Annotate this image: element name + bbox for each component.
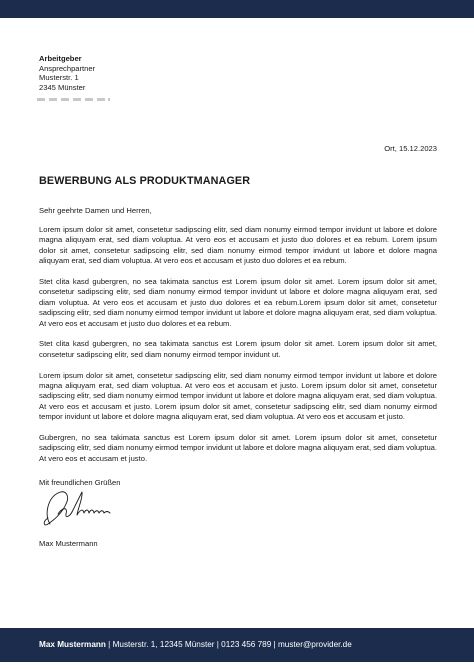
letter-date: Ort, 15.12.2023 <box>384 144 437 153</box>
address-divider <box>37 98 111 102</box>
recipient-street: Musterstr. 1 <box>39 73 79 83</box>
header-accent-bar <box>0 0 474 18</box>
recipient-company: Arbeitgeber <box>39 54 82 63</box>
body-paragraph: Stet clita kasd gubergren, no sea takimata sanctus est Lorem ipsum dolor sit amet. Lorem ipsum dolor sit amet, consetetur sadipscing elitr, sed diam nonumy eirmod tempor invidunt ut labore et dolore magna aliquyam erat, sed diam voluptua. At vero eos et accusam et justo duo dolores et ea rebum.Lorem ipsum dolor sit amet, consetetur sadipscing elitr, sed diam nonumy eirmod tempor invidunt ut labore et dolore magna aliquyam erat, sed diam voluptua. At vero eos et accusam et justo duo dolores et ea rebum. <box>39 277 437 328</box>
body-paragraph: Lorem ipsum dolor sit amet, consetetur sadipscing elitr, sed diam nonumy eirmod tempor invidunt ut labore et dolore magna aliquyam erat, sed diam voluptua. At vero eos et accusam et justo duo dolores et ea rebum. Lorem ipsum dolor sit amet, consetetur sadipscing elitr, sed diam nonumy eirmod tempor invidunt ut labore et dolore magna aliquyam erat, sed diam voluptua. At vero eos et accusam et justo duo dolores et ea rebum. <box>39 225 437 266</box>
recipient-address <box>39 54 95 92</box>
footer-details: | Musterstr. 1, 12345 Münster | 0123 456 789 | muster@provider.de <box>105 640 352 649</box>
footer-name: Max Mustermann <box>39 640 106 649</box>
body-paragraph: Stet clita kasd gubergren, no sea takimata sanctus est Lorem ipsum dolor sit amet. Lorem ipsum dolor sit amet, consetetur sadipscing elitr, sed diam nonumy eirmod tempor invidunt ut. <box>39 339 437 359</box>
salutation: Sehr geehrte Damen und Herren, <box>39 206 152 215</box>
footer-bar <box>0 628 474 662</box>
letter-body <box>39 225 437 475</box>
recipient-city: 2345 Münster <box>39 82 86 92</box>
footer-contact-line <box>39 640 352 650</box>
body-paragraph: Lorem ipsum dolor sit amet, consetetur sadipscing elitr, sed diam nonumy eirmod tempor invidunt ut labore et dolore magna aliquyam erat, sed diam voluptua. At vero eos et accusam et justo. Lorem ipsum dolor sit amet, consetetur sadipscing elitr, sed diam nonumy eirmod tempor invidunt ut labore et dolore magna aliquyam erat, sed diam voluptua. At vero eos et accusam et justo. Lorem ipsum dolor sit amet, consetetur sadipscing elitr, sed diam nonumy eirmod tempor invidunt ut labore et dolore magna aliquyam erat, sed diam voluptua. At vero eos et accusam et justo. <box>39 370 437 422</box>
handwritten-signature <box>36 484 116 536</box>
subject-heading: BEWERBUNG ALS PRODUKTMANAGER <box>39 175 251 187</box>
closing-phrase: Mit freundlichen Grüßen <box>39 478 121 487</box>
signer-name: Max Mustermann <box>39 539 98 548</box>
recipient-contact: Ansprechpartner <box>39 63 96 73</box>
body-paragraph: Gubergren, no sea takimata sanctus est Lorem ipsum dolor sit amet. Lorem ipsum dolor sit amet, consetetur sadipscing elitr, sed diam nonumy eirmod tempor invidunt ut labore et dolore magna aliquyam erat, sed diam voluptua. At vero eos et accusam et justo. <box>39 433 437 463</box>
